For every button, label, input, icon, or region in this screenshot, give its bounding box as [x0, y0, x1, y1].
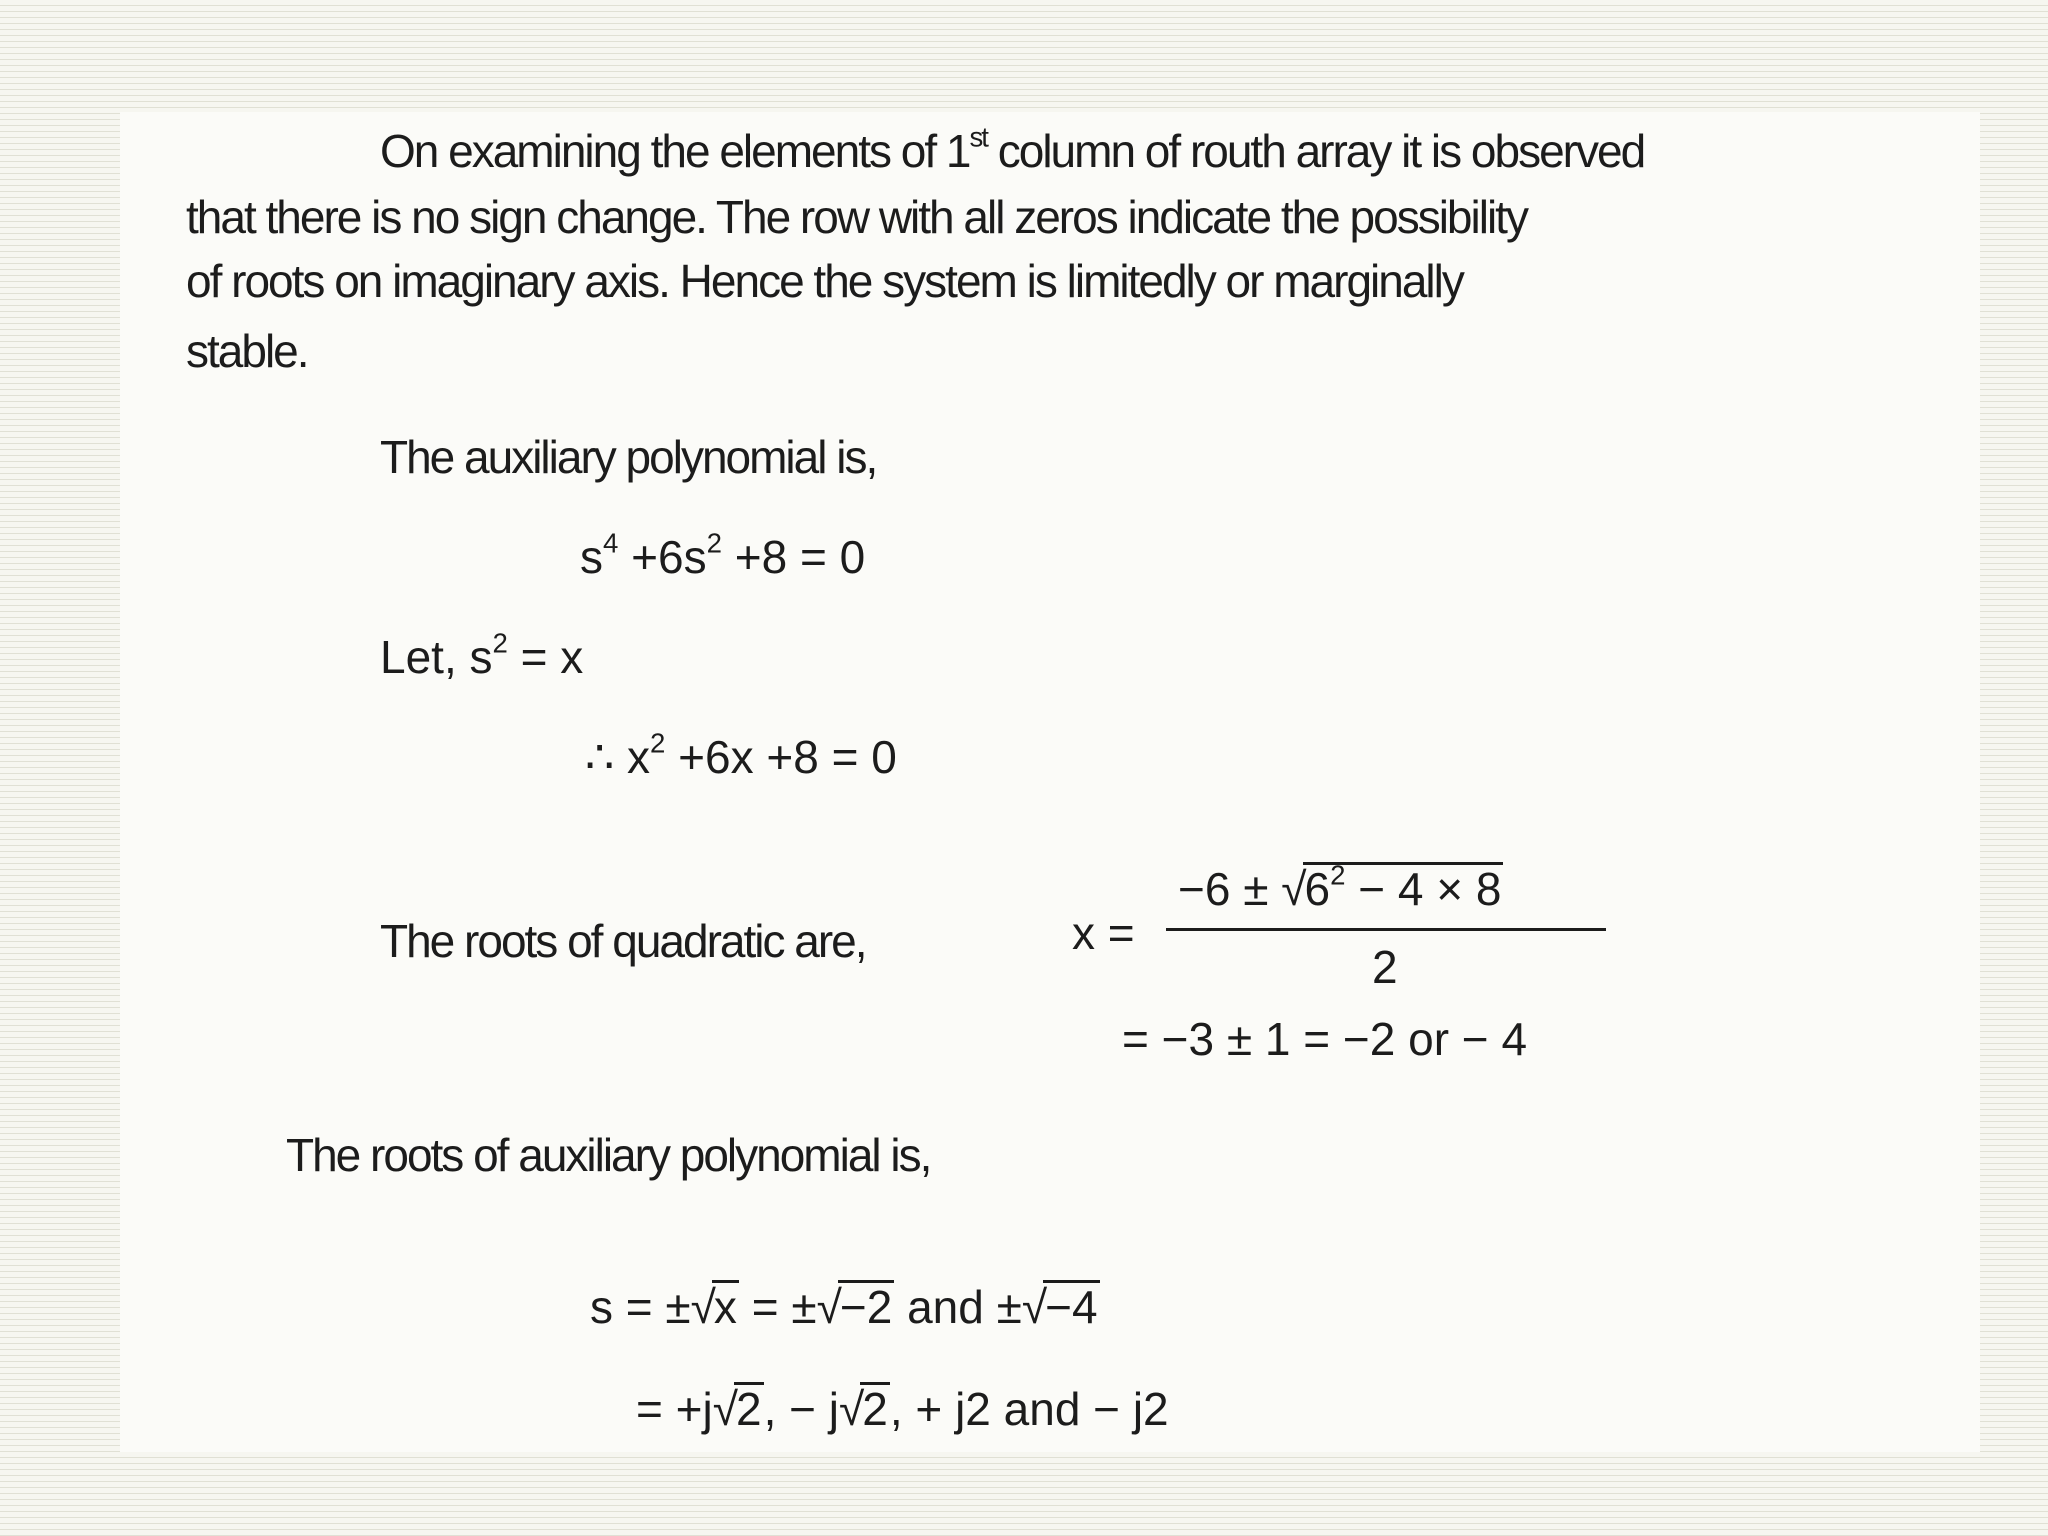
square-root-sign: √: [690, 1281, 716, 1333]
s-roots-result: = +j√2, − j√2, + j2 and − j2: [636, 1383, 1169, 1435]
aux-intro-text: The auxiliary polynomial is,: [380, 431, 877, 483]
s-roots-equation: s = ±√x = ±√−2 and ±√−4: [590, 1281, 1098, 1333]
aux-roots-label: The roots of auxiliary polynomial is,: [286, 1129, 931, 1181]
roots-lhs: x =: [1072, 907, 1135, 959]
quadratic-equation: ∴ $x^2 +6x +8 = 0$: [585, 727, 897, 783]
roots-result: = −3 ± 1 = −2 or − 4: [1122, 1013, 1528, 1065]
paragraph-line-4: stable.: [186, 325, 308, 377]
paragraph-line-2: that there is no sign change. The row with all zeros indicate the possibility: [186, 191, 1527, 243]
square-root-sign: √: [839, 1383, 865, 1435]
paragraph-line-1: On examining the elements of 1st column of routh array it is observed: [380, 121, 1645, 177]
radicand: $6^2 - 4 \times 8$: [1304, 859, 1502, 915]
square-root-sign: √: [1021, 1281, 1048, 1333]
fraction-numerator: $-6 \pm √6^2 - 4 \times 8$: [1178, 859, 1502, 915]
fraction-bar: [1166, 928, 1606, 931]
aux-polynomial-equation: $s^4 +6s^2 +8 = 0$: [580, 527, 866, 583]
square-root-sign: √: [1281, 863, 1307, 915]
fraction-denominator: 2: [1372, 941, 1398, 993]
roots-quadratic-label: The roots of quadratic are,: [380, 915, 866, 967]
square-root-sign: √: [816, 1281, 842, 1333]
paragraph-line-3: of roots on imaginary axis. Hence the system is limitedly or marginally: [186, 255, 1463, 307]
substitution-line: Let, $s^2 = x$: [380, 627, 584, 683]
square-root-sign: √: [712, 1383, 738, 1435]
